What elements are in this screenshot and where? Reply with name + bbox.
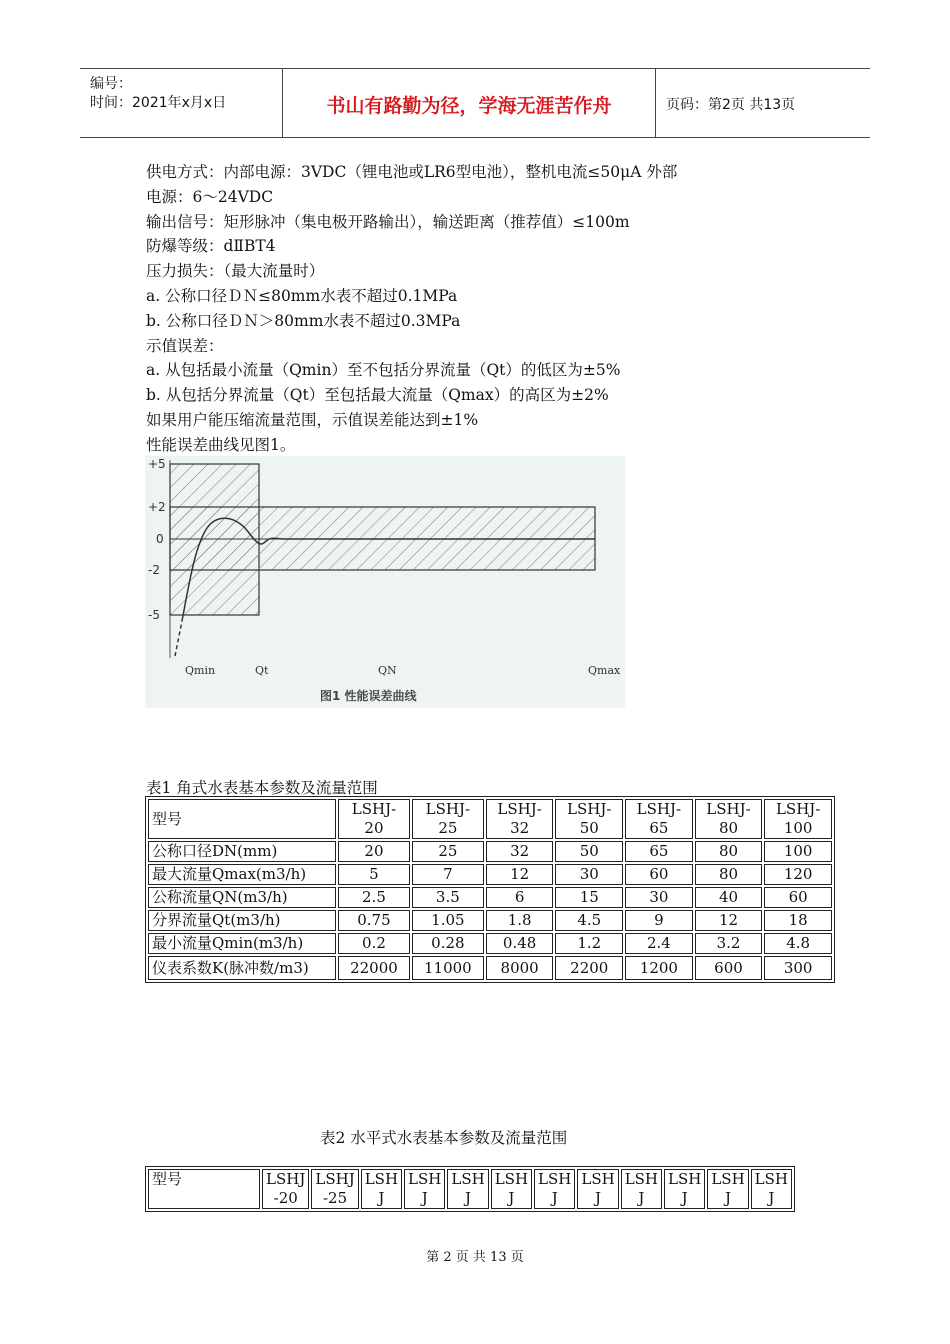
model-cell xyxy=(361,1169,402,1209)
table-cell: 12 xyxy=(695,910,763,931)
header-motto-cell xyxy=(283,69,656,137)
spec-text xyxy=(146,160,866,458)
row-label: 最大流量Qmax(m3/h) xyxy=(148,864,336,885)
table-row xyxy=(148,956,832,980)
table-cell: 4.5 xyxy=(555,910,623,931)
model-line: J xyxy=(465,1189,472,1207)
model-line: LSH xyxy=(494,1170,529,1188)
model-cell xyxy=(534,1169,575,1209)
row-label: 公称口径DN(mm) xyxy=(148,841,336,862)
figure-caption: 图1 性能误差曲线 xyxy=(320,689,417,703)
model-line: 32 xyxy=(510,819,530,837)
table-cell: 0.2 xyxy=(338,933,410,954)
text-line: 供电方式：内部电源：3VDC（锂电池或LR6型电池），整机电流≤50μA 外部 xyxy=(146,163,678,181)
model-cell xyxy=(577,1169,618,1209)
model-line: LSH xyxy=(451,1170,485,1188)
table-cell: 7 xyxy=(412,864,484,885)
text-line: a. 公称口径ＤＮ≤80mm水表不超过0.1MPa xyxy=(146,286,458,305)
model-line: LSHJ xyxy=(266,1170,306,1188)
model-line: -20 xyxy=(273,1189,298,1207)
table-cell: 30 xyxy=(555,864,623,885)
page-info: 页码：第2页 共13页 xyxy=(666,97,796,113)
table-cell: 3.5 xyxy=(412,887,484,908)
table2-caption: 表2 水平式水表基本参数及流量范围 xyxy=(320,1129,568,1147)
model-cell xyxy=(491,1169,532,1209)
table-cell: 2.4 xyxy=(625,933,693,954)
time-label: 时间：2021年x月x日 xyxy=(90,95,227,111)
model-line: J xyxy=(681,1189,688,1207)
y-tick-label: -5 xyxy=(148,608,160,622)
model-cell xyxy=(707,1169,748,1209)
table-row xyxy=(148,841,832,862)
model-line: J xyxy=(421,1189,428,1207)
table-row xyxy=(148,864,832,885)
page-header xyxy=(80,68,870,138)
page-footer: 第 2 页 共 13 页 xyxy=(426,1250,524,1265)
table-cell: 80 xyxy=(695,864,763,885)
table-cell: 0.48 xyxy=(486,933,554,954)
table1-caption: 表1 角式水表基本参数及流量范围 xyxy=(146,779,378,797)
table-cell: 6 xyxy=(486,887,554,908)
model-cell xyxy=(695,799,763,839)
model-line: LSHJ- xyxy=(706,800,751,818)
table-row xyxy=(148,887,832,908)
model-line: J xyxy=(378,1189,385,1207)
table1 xyxy=(145,796,835,983)
model-line: LSH xyxy=(668,1170,702,1188)
text-line: 如果用户能压缩流量范围，示值误差能达到±1% xyxy=(146,410,479,429)
table-cell: 1.8 xyxy=(486,910,554,931)
model-cell xyxy=(447,1169,488,1209)
table-cell: 1.05 xyxy=(412,910,484,931)
table-cell: 100 xyxy=(764,841,832,862)
table-cell: 50 xyxy=(555,841,623,862)
y-tick-label: +2 xyxy=(148,500,166,514)
table-cell: 60 xyxy=(625,864,693,885)
header-meta-cell xyxy=(80,69,283,137)
error-curve-svg xyxy=(145,456,625,708)
table2 xyxy=(145,1166,795,1212)
model-line: LSHJ- xyxy=(567,800,612,818)
model-cell xyxy=(555,799,623,839)
table-cell: 11000 xyxy=(412,956,484,980)
model-line: LSHJ xyxy=(315,1170,355,1188)
text-line: 电源：6～24VDC xyxy=(146,187,274,206)
table-cell: 18 xyxy=(764,910,832,931)
error-curve-figure xyxy=(145,456,625,708)
model-cell xyxy=(751,1169,792,1209)
table-cell: 2.5 xyxy=(338,887,410,908)
code-label: 编号： xyxy=(90,76,132,92)
table-row xyxy=(148,933,832,954)
model-line: 50 xyxy=(579,819,599,837)
text-line: 压力损失：（最大流量时） xyxy=(146,262,325,281)
model-cell xyxy=(262,1169,309,1209)
model-line: J xyxy=(508,1189,515,1207)
header-page-cell xyxy=(656,69,870,137)
text-line: 示值误差： xyxy=(146,336,224,355)
model-line: J xyxy=(595,1189,602,1207)
model-line: LSH xyxy=(364,1170,399,1188)
y-tick-label: +5 xyxy=(148,457,166,471)
y-tick-label: -2 xyxy=(148,563,160,577)
model-line: LSH xyxy=(624,1170,659,1188)
table-cell: 15 xyxy=(555,887,623,908)
table-cell: 8000 xyxy=(486,956,554,980)
model-line: LSH xyxy=(538,1170,572,1188)
table-cell: 2200 xyxy=(555,956,623,980)
table-cell: 65 xyxy=(625,841,693,862)
text-line: b. 公称口径ＤＮ＞80mm水表不超过0.3MPa xyxy=(146,311,461,330)
table-cell: 1200 xyxy=(625,956,693,980)
row-label: 公称流量QN(m3/h) xyxy=(148,887,336,908)
row-label: 分界流量Qt(m3/h) xyxy=(148,910,336,931)
table-cell: 20 xyxy=(338,841,410,862)
model-cell xyxy=(412,799,484,839)
model-line: LSH xyxy=(408,1170,442,1188)
table-cell: 0.75 xyxy=(338,910,410,931)
table-cell: 40 xyxy=(695,887,763,908)
model-cell xyxy=(486,799,554,839)
table-cell: 120 xyxy=(764,864,832,885)
model-line: 20 xyxy=(364,819,384,837)
model-label-cell: 型号 xyxy=(148,799,336,839)
table-cell: 12 xyxy=(486,864,554,885)
x-tick-label: Qmax xyxy=(588,664,621,677)
model-line: LSHJ- xyxy=(351,800,397,818)
text-line: 性能误差曲线见图1。 xyxy=(146,435,296,454)
table-row xyxy=(148,910,832,931)
model-line: LSH xyxy=(581,1170,615,1188)
table-cell: 3.2 xyxy=(695,933,763,954)
model-line: J xyxy=(551,1189,558,1207)
row-label: 仪表系数K(脉冲数/m3) xyxy=(148,956,336,980)
table-cell: 30 xyxy=(625,887,693,908)
model-label-cell: 型号 xyxy=(148,1169,260,1209)
x-tick-label: Qt xyxy=(255,664,269,677)
table-cell: 0.28 xyxy=(412,933,484,954)
model-cell xyxy=(621,1169,662,1209)
model-cell xyxy=(338,799,410,839)
motto-text: 书山有路勤为径，学海无涯苦作舟 xyxy=(326,95,612,117)
model-line: LSH xyxy=(754,1170,788,1188)
table-cell: 9 xyxy=(625,910,693,931)
model-line: -25 xyxy=(322,1189,348,1207)
table-row xyxy=(148,1169,792,1209)
model-line: 25 xyxy=(438,819,458,837)
table-cell: 32 xyxy=(486,841,554,862)
curve-extrapolation xyxy=(175,621,182,656)
text-line: b. 从包括分界流量（Qt）至包括最大流量（Qmax）的高区为±2% xyxy=(146,386,609,405)
text-line: 防爆等级：dⅡBT4 xyxy=(146,237,276,256)
model-line: LSHJ- xyxy=(636,800,682,818)
table-cell: 1.2 xyxy=(555,933,623,954)
model-line: 80 xyxy=(718,819,739,837)
model-cell xyxy=(664,1169,705,1209)
table-cell: 300 xyxy=(764,956,832,980)
model-cell xyxy=(625,799,693,839)
x-tick-label: QN xyxy=(378,664,397,677)
table-cell: 22000 xyxy=(338,956,410,980)
model-line: LSH xyxy=(711,1170,745,1188)
model-line: LSHJ- xyxy=(425,800,471,818)
model-line: J xyxy=(725,1189,732,1207)
model-line: 100 xyxy=(783,819,813,837)
table-cell: 60 xyxy=(764,887,832,908)
model-cell xyxy=(764,799,832,839)
table-cell: 5 xyxy=(338,864,410,885)
table-cell: 80 xyxy=(695,841,763,862)
text-line: a. 从包括最小流量（Qmin）至不包括分界流量（Qt）的低区为±5% xyxy=(146,361,621,380)
model-line: LSHJ- xyxy=(775,800,821,818)
row-label: 最小流量Qmin(m3/h) xyxy=(148,933,336,954)
model-line: J xyxy=(638,1189,645,1207)
model-line: LSHJ- xyxy=(497,800,542,818)
model-line: 65 xyxy=(649,819,669,837)
text-line: 输出信号：矩形脉冲（集电极开路输出），输送距离（推荐值）≤100m xyxy=(146,212,630,231)
table-cell: 4.8 xyxy=(764,933,832,954)
model-cell xyxy=(404,1169,445,1209)
model-cell xyxy=(311,1169,358,1209)
x-tick-label: Qmin xyxy=(185,664,216,677)
model-line: J xyxy=(768,1189,775,1207)
table-cell: 600 xyxy=(695,956,763,980)
y-tick-label: 0 xyxy=(156,532,164,546)
table-cell: 25 xyxy=(412,841,484,862)
table-row xyxy=(148,799,832,839)
